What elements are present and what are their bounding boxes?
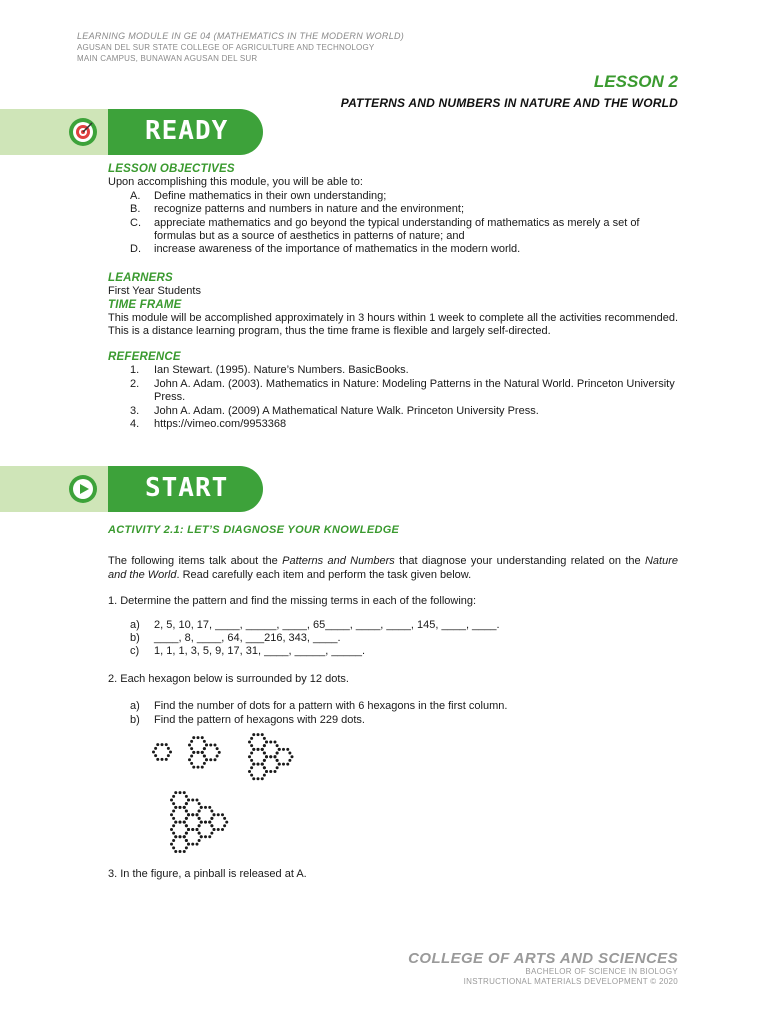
hexagon-dot <box>154 754 157 757</box>
hexagon-dot <box>208 821 211 824</box>
question-item: c) 1, 1, 1, 3, 5, 9, 17, 31, ____, _____, _____. <box>130 645 366 658</box>
hexagon-dot <box>269 755 272 758</box>
hexagon-dot <box>183 806 186 809</box>
hexagon-dot <box>183 821 186 824</box>
hexagon-dot <box>188 758 191 761</box>
hexagon-dot <box>185 817 188 820</box>
hexagon-dot <box>152 751 155 754</box>
hexagon-dot <box>217 813 220 816</box>
hexagon-dot <box>257 763 260 766</box>
hexagon-dot <box>185 832 188 835</box>
hexagon-dot <box>274 755 277 758</box>
hexagon-dot <box>257 748 260 751</box>
question-item: b) ____, 8, ____, 64, ___216, 343, ____. <box>130 632 341 645</box>
footer-program: BACHELOR OF SCIENCE IN BIOLOGY <box>525 967 678 976</box>
hexagon-dot <box>185 810 188 813</box>
hexagon-dot <box>269 741 272 744</box>
hexagon-dot <box>250 744 253 747</box>
hexagon-dot <box>263 759 266 762</box>
hexagon-dot <box>170 799 173 802</box>
header-school: AGUSAN DEL SUR STATE COLLEGE OF AGRICULTURE AND TECHNOLOGY <box>77 43 375 52</box>
hexagon-dot <box>161 758 164 761</box>
hexagon-dot <box>208 835 211 838</box>
hexagon-dot <box>196 828 199 831</box>
hexagon-dot <box>156 743 159 746</box>
hexagon-dot <box>174 806 177 809</box>
hexagon-dot <box>167 747 170 750</box>
hexagon-dot <box>261 733 264 736</box>
question-2-list <box>108 700 678 727</box>
play-icon <box>68 474 98 504</box>
objective-item: D. increase awareness of the importance of mathematics in the modern world. <box>130 243 521 256</box>
lesson-title: PATTERNS AND NUMBERS IN NATURE AND THE WORLD <box>340 96 678 110</box>
activity-title: ACTIVITY 2.1: LET’S DIAGNOSE YOUR KNOWLEDGE <box>108 524 400 536</box>
hexagon-dot <box>204 821 207 824</box>
question-3-block <box>108 868 678 881</box>
hexagon-dot <box>269 770 272 773</box>
ready-label: READY <box>145 116 229 146</box>
hexagon-dot <box>174 850 177 853</box>
hexagon-dot <box>185 795 188 798</box>
hexagon-dot <box>200 835 203 838</box>
hexagon-dot <box>183 835 186 838</box>
hexagon-dot <box>174 821 177 824</box>
objective-item: C. appreciate mathematics and go beyond the typical understanding of mathematics as merely a set of formulas but as a source of aesthetics in patterns of nature; and <box>130 216 640 243</box>
ready-content <box>108 163 678 431</box>
hexagon-dot <box>252 763 255 766</box>
hexagon-dot <box>203 755 206 758</box>
hexagon-dot <box>250 737 253 740</box>
hexagon-dot <box>161 743 164 746</box>
objective-item: B. recognize patterns and numbers in nature and the environment; <box>130 203 465 216</box>
hexagon-dot <box>263 752 266 755</box>
hexagon-dot <box>278 748 281 751</box>
hexagon-dot <box>191 799 194 802</box>
hexagon-dot <box>250 759 253 762</box>
hexagon-dot <box>257 777 260 780</box>
hexagon-dot <box>205 744 208 747</box>
hexagon-dot <box>274 770 277 773</box>
hexagon-dot <box>210 817 213 820</box>
hexagon-dot <box>203 762 206 765</box>
hexagon-dot <box>156 758 159 761</box>
hexagon-dot <box>200 806 203 809</box>
hexagon-dot <box>252 777 255 780</box>
objectives-heading: LESSON OBJECTIVES <box>108 163 235 175</box>
reference-list <box>108 364 678 431</box>
document-header <box>77 31 404 64</box>
hexagon-dot <box>185 839 188 842</box>
activity-intro: The following items talk about the Patterns and Numbers that diagnose your understanding related on the Nature and the World. Read carefully each item and perform the task given below. <box>108 555 679 581</box>
hexagon-dot <box>218 751 221 754</box>
objectives-intro: Upon accomplishing this module, you will be able to: <box>108 176 363 189</box>
hexagon-dot <box>183 850 186 853</box>
hexagon-dot <box>210 832 213 835</box>
hexagon-dot <box>197 736 200 739</box>
hexagon-dot <box>208 806 211 809</box>
start-content <box>108 524 678 727</box>
hexagon-dot <box>187 813 190 816</box>
hexagon-dot <box>263 737 266 740</box>
hexagon-dot <box>174 791 177 794</box>
hexagon-dot <box>172 846 175 849</box>
hexagon-dot <box>276 759 279 762</box>
question-1-list <box>108 619 678 659</box>
hexagon-dot <box>197 766 200 769</box>
hexagon-dot <box>205 758 208 761</box>
hexagon-dot <box>183 791 186 794</box>
hexagon-dot <box>204 806 207 809</box>
footer-imd: INSTRUCTIONAL MATERIALS DEVELOPMENT © 2020 <box>463 977 678 986</box>
hexagon-dot <box>197 751 200 754</box>
hexagon-dot <box>188 744 191 747</box>
hexagon-dot <box>252 733 255 736</box>
hexagon-dot <box>167 754 170 757</box>
hexagon-dot <box>286 763 289 766</box>
timeframe-text: This module will be accomplished approximately in 3 hours within 1 week to complete all the activities recommended. This is a distance learning program, thus the time frame is flexible and largely self-directed. <box>108 312 678 338</box>
hexagon-dot <box>286 748 289 751</box>
hexagon-dot <box>250 752 253 755</box>
hexagon-dot <box>217 828 220 831</box>
lesson-heading <box>341 72 678 110</box>
hexagon-dot <box>203 740 206 743</box>
hexagon-dot <box>263 766 266 769</box>
hexagon-dot <box>248 770 251 773</box>
hexagon-dot <box>198 832 201 835</box>
header-module-title: LEARNING MODULE IN GE 04 (MATHEMATICS IN THE MODERN WORLD) <box>77 31 405 41</box>
hexagon-dot <box>248 755 251 758</box>
hexagon-dot <box>179 835 182 838</box>
hexagon-dot <box>185 824 188 827</box>
hexagon-dot <box>288 759 291 762</box>
footer-college: COLLEGE OF ARTS AND SCIENCES <box>408 950 678 967</box>
hexagon-dot <box>165 758 168 761</box>
hexagon-dot <box>213 813 216 816</box>
hexagon-dot <box>276 766 279 769</box>
learners-text: First Year Students <box>108 285 201 298</box>
hexagon-dot <box>225 821 228 824</box>
hexagon-dot <box>179 821 182 824</box>
hexagon-dot <box>223 824 226 827</box>
target-icon <box>68 117 98 147</box>
hexagon-dot <box>179 806 182 809</box>
start-banner <box>0 466 265 512</box>
hexagon-dot <box>174 835 177 838</box>
hexagon-dot <box>172 802 175 805</box>
hexagon-dot <box>210 824 213 827</box>
hexagon-dot <box>187 843 190 846</box>
hexagon-dot <box>278 763 281 766</box>
lesson-number: LESSON 2 <box>593 72 678 91</box>
question-item: a) 2, 5, 10, 17, ____, _____, ____, 65____, ____, ____, 145, ____, ____. <box>130 618 500 631</box>
hexagon-dot <box>214 758 217 761</box>
hexagon-dot <box>213 828 216 831</box>
hexagon-dot <box>216 755 219 758</box>
hexagon-dot <box>282 748 285 751</box>
reference-heading: REFERENCE <box>108 350 181 363</box>
learners-heading: LEARNERS <box>108 271 173 284</box>
hexagon-dot <box>252 748 255 751</box>
question-item: a) Find the number of dots for a pattern with 6 hexagons in the first column. <box>130 700 508 713</box>
hexagon-dot <box>172 795 175 798</box>
hexagon-dot <box>190 740 193 743</box>
hexagon-dot <box>263 744 266 747</box>
hexagon-dot <box>201 766 204 769</box>
hexagon-dot <box>261 763 264 766</box>
hexagon-dot <box>185 802 188 805</box>
hexagon-dot <box>221 813 224 816</box>
hexagon-dot <box>248 741 251 744</box>
hexagon-dot <box>179 791 182 794</box>
hexagon-dot <box>165 743 168 746</box>
hexagon-dot <box>263 774 266 777</box>
ready-banner <box>0 109 265 155</box>
objective-item: A. Define mathematics in their own understanding; <box>130 189 387 202</box>
hexagon-dot <box>198 802 201 805</box>
hexagon-dot <box>198 824 201 827</box>
hexagon-dot <box>170 828 173 831</box>
hexagon-dot <box>191 843 194 846</box>
reference-link[interactable]: https://vimeo.com/9953368 <box>154 417 287 430</box>
reference-item[interactable]: 4. https://vimeo.com/9953368 <box>130 417 287 430</box>
hexagon-dot <box>192 736 195 739</box>
hexagon-dot <box>190 755 193 758</box>
hexagon-dot <box>170 843 173 846</box>
reference-item: 2. John A. Adam. (2003). Mathematics in Nature: Modeling Patterns in the Natural World. Princeton University Press. <box>130 377 675 404</box>
hexagon-dot <box>196 843 199 846</box>
hexagon-dot <box>196 813 199 816</box>
banner-light-bar <box>0 109 120 155</box>
hexagon-dot <box>196 799 199 802</box>
hexagon-dot <box>257 733 260 736</box>
hexagon-dot <box>250 774 253 777</box>
hexagon-dot <box>172 832 175 835</box>
timeframe-heading: TIME FRAME <box>108 298 182 311</box>
hexagon-dot <box>169 751 172 754</box>
hexagon-dot <box>190 762 193 765</box>
hexagon-dot <box>204 835 207 838</box>
hexagon-dot <box>191 813 194 816</box>
hexagon-dot <box>172 824 175 827</box>
hexagon-dot <box>198 810 201 813</box>
hexagon-dot <box>276 752 279 755</box>
hexagon-dot <box>200 821 203 824</box>
hexagon-dot <box>187 828 190 831</box>
hexagon-dot <box>179 850 182 853</box>
reference-item: 1. Ian Stewart. (1995). Nature’s Numbers. BasicBooks. <box>130 364 409 377</box>
hexagon-dot <box>172 817 175 820</box>
question-2: 2. Each hexagon below is surrounded by 12 dots. <box>108 672 349 685</box>
hexagon-dot <box>192 751 195 754</box>
hexagon-dot <box>261 777 264 780</box>
hexagon-dot <box>170 813 173 816</box>
objectives-list <box>108 190 678 257</box>
hexagon-dot <box>265 770 268 773</box>
question-1: 1. Determine the pattern and find the missing terms in each of the following: <box>108 595 477 608</box>
hexagon-dot <box>185 846 188 849</box>
banner-light-bar <box>0 466 120 512</box>
hexagon-dot <box>291 755 294 758</box>
hexagon-dot <box>276 744 279 747</box>
hexagon-dot <box>198 839 201 842</box>
reference-item: 3. John A. Adam. (2009) A Mathematical Nature Walk. Princeton University Press. <box>130 404 539 417</box>
hexagon-dot <box>265 741 268 744</box>
hexagon-dot <box>214 744 217 747</box>
hexagon-dot <box>191 828 194 831</box>
hexagon-dot <box>216 747 219 750</box>
hexagon-dot <box>209 744 212 747</box>
hexagon-dot <box>210 810 213 813</box>
hexagon-dot <box>261 748 264 751</box>
hexagon-dot <box>288 752 291 755</box>
hexagon-dot <box>190 747 193 750</box>
hexagon-dot <box>282 763 285 766</box>
hexagon-dot <box>274 741 277 744</box>
hexagon-dot <box>154 747 157 750</box>
hexagon-dot <box>223 817 226 820</box>
hexagon-dot <box>265 755 268 758</box>
start-label: START <box>145 473 229 503</box>
hexagon-dot <box>250 766 253 769</box>
hexagon-dot <box>192 766 195 769</box>
hexagon-dot <box>172 839 175 842</box>
hexagon-dot <box>187 799 190 802</box>
hexagon-dots-figure <box>140 730 340 860</box>
header-campus: MAIN CAMPUS, BUNAWAN AGUSAN DEL SUR <box>77 54 258 63</box>
question-item: b) Find the pattern of hexagons with 229 dots. <box>130 713 365 726</box>
question-3: 3. In the figure, a pinball is released at A. <box>108 868 307 880</box>
hexagon-dot <box>198 817 201 820</box>
hexagon-dot <box>221 828 224 831</box>
footer <box>408 950 678 987</box>
hexagon-dot <box>203 747 206 750</box>
hexagon-dot <box>172 810 175 813</box>
hexagon-dot <box>209 758 212 761</box>
hexagon-dot <box>201 736 204 739</box>
hexagon-dot <box>201 751 204 754</box>
